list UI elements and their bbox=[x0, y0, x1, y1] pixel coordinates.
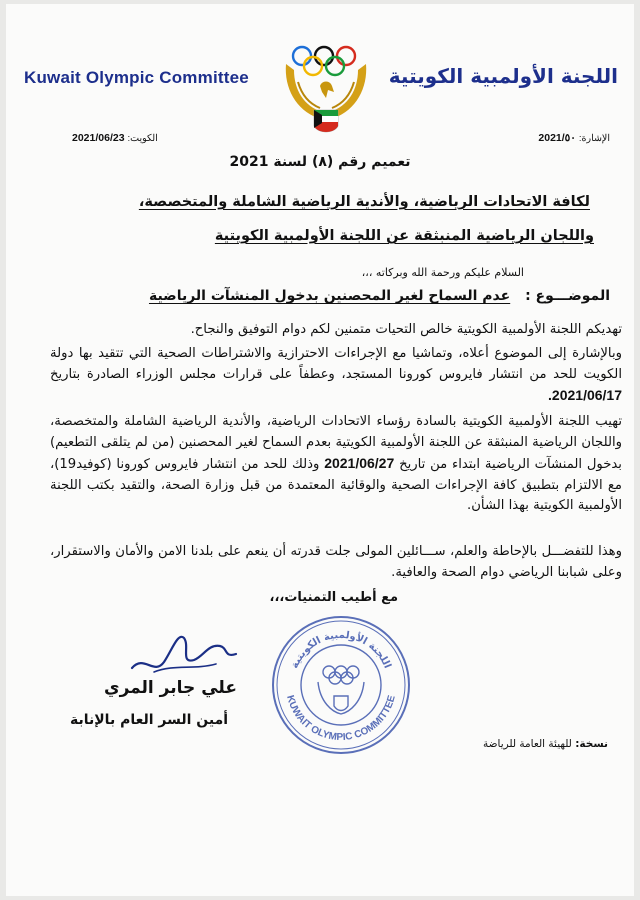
date-value: 2021/06/23 bbox=[72, 132, 125, 144]
recipients-line-1: لكافة الاتحادات الرياضية، والأندية الرياضية الشاملة والمتخصصة، bbox=[138, 194, 590, 210]
paragraph-closing: وهذا للتفضـــل بالإحاطة والعلم، ســـائلين المولى جلت قدرته أن ينعم على بلدنا الامن والأمان والاستقرار، وعلى شبابنا الرياضي دوام الصحة والعافية. bbox=[50, 544, 622, 580]
stamp-emblem-icon bbox=[318, 666, 364, 714]
subject-label: الموضـــوع : bbox=[525, 288, 610, 304]
closing-wishes: مع أطيب التمنيات،،، bbox=[269, 590, 398, 605]
paragraph-reference bbox=[50, 344, 622, 408]
letter-page bbox=[6, 4, 634, 896]
org-name-english: Kuwait Olympic Committee bbox=[24, 68, 249, 87]
letter-date bbox=[72, 132, 158, 144]
cabinet-decision-date: 2021/06/17. bbox=[548, 387, 622, 403]
reference-number bbox=[538, 132, 610, 144]
paragraph-reference-text: وبالإشارة إلى الموضوع أعلاه، وتماشيا مع الإجراءات الاحترازية والاشتراطات الصحية التي تتقيد بها دولة الكويت للحد من انتشار فايروس كورونا المستجد، وعطفاً على قرارات مجلس الوزراء الصادرة بتاريخ bbox=[50, 346, 622, 382]
reference-value: 2021/٥٠ bbox=[538, 132, 576, 144]
signatory-title: أمين السر العام بالإنابة bbox=[70, 712, 229, 728]
paragraph-intro: تهديكم اللجنة الأولمبية الكويتية خالص التحيات متمنين لكم دوام التوفيق والنجاح. bbox=[190, 322, 622, 337]
svg-text:اللجنة الأولمبية الكويتية bbox=[289, 630, 392, 670]
stamp-arabic-text: اللجنة الأولمبية الكويتية bbox=[289, 629, 393, 671]
effective-date: 2021/06/27 bbox=[324, 455, 395, 471]
date-label: الكويت: bbox=[127, 133, 158, 144]
copy-to bbox=[483, 738, 608, 750]
official-stamp bbox=[268, 612, 414, 758]
signatory-name: علي جابر المري bbox=[104, 678, 237, 698]
copy-label: نسخة: bbox=[575, 738, 608, 750]
paragraph-directive-text: تهيب اللجنة الأولمبية الكويتية بالسادة رؤساء الاتحادات الرياضية، والأندية الرياضية الشاملة والمتخصصة، واللجان الرياضية المنبثقة عن اللجنة الأولمبية الكويتية بعدم السماح لغير المحصنين (من لم يتلقى التطعيم) بدخول المنشآت الرياضية ابتداء من تاريخ bbox=[50, 414, 622, 472]
handwritten-signature bbox=[124, 624, 244, 684]
stamp-english-text: KUWAIT OLYMPIC COMMITTEE bbox=[284, 694, 398, 744]
reference-label: الإشارة: bbox=[578, 133, 610, 144]
paragraph-directive-rest: وذلك للحد من انتشار فايروس كورونا (كوفيد19)، مع الالتزام بتطبيق كافة الإجراءات الصحية والوقائية المعتمدة من قبل وزارة الصحة، والتقيد بكتب اللجنة الأولمبية الكويتية بهذا الشأن. bbox=[50, 457, 622, 513]
olympic-committee-logo bbox=[278, 26, 374, 146]
recipients-line-2: واللجان الرياضية المنبثقة عن اللجنة الأولمبية الكويتية bbox=[214, 228, 594, 244]
circular-title: تعميم رقم (٨) لسنة 2021 bbox=[229, 154, 411, 170]
org-name-arabic: اللجنة الأولمبية الكويتية bbox=[388, 64, 618, 88]
subject-line bbox=[149, 288, 610, 304]
paragraph-directive bbox=[50, 412, 622, 517]
copy-recipient: للهيئة العامة للرياضة bbox=[482, 738, 572, 750]
greeting: السلام عليكم ورحمة الله وبركاته ،،، bbox=[361, 266, 524, 279]
subject-value: عدم السماح لغير المحصنين بدخول المنشآت الرياضية bbox=[148, 288, 511, 304]
